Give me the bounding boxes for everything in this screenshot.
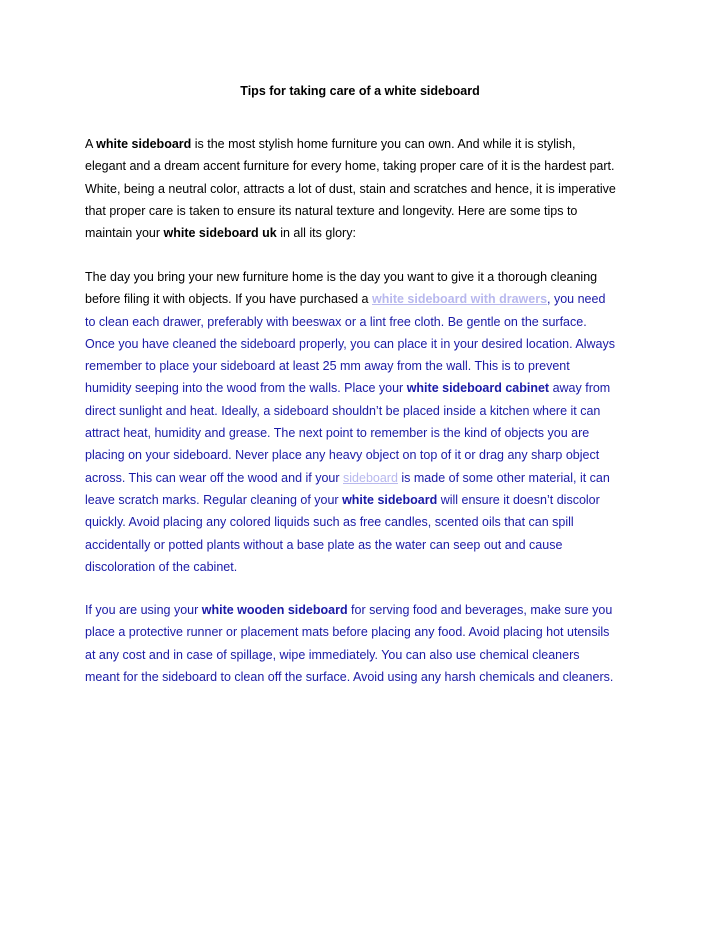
paragraph-line: elegant and a dream accent furniture for every home, taking proper care of it is the hardest part.: [85, 159, 615, 174]
text-run: for serving food and beverages, make sure you: [347, 603, 613, 617]
paragraph-line: place a protective runner or placement mats before placing any food. Avoid placing hot utensils: [85, 625, 610, 640]
link-sideboard[interactable]: sideboard: [343, 470, 398, 485]
paragraph-intro: [85, 133, 645, 244]
paragraph-cleaning: [85, 266, 645, 578]
keyword-white-sideboard: white sideboard: [96, 137, 192, 151]
paragraph-line: [85, 467, 645, 489]
text-run: A: [85, 137, 97, 151]
text-run: in all its glory:: [276, 226, 356, 241]
keyword-white-wooden-sideboard: white wooden sideboard: [201, 603, 348, 617]
paragraph-line: The day you bring your new furniture home is the day you want to give it a thorough cleaning: [85, 270, 598, 284]
text-run: is the most stylish home furniture you can own. And while it is stylish,: [191, 137, 576, 151]
paragraph-line: that proper care is taken to ensure its natural texture and longevity. Here are some tips to: [85, 203, 578, 218]
page-title: Tips for taking care of a white sideboard: [240, 84, 480, 98]
paragraph-line: direct sunlight and heat. Ideally, a sideboard shouldn’t be placed inside a kitchen where it can: [85, 403, 601, 418]
text-run: away from: [549, 381, 611, 396]
paragraph-line: at any cost and in case of spillage, wipe immediately. You can also use chemical cleaners: [85, 647, 580, 662]
text-run: humidity seeping into the wood from the walls. Place your: [85, 381, 407, 396]
keyword-white-sideboard: white sideboard: [342, 492, 438, 507]
link-white-sideboard-with-drawers[interactable]: white sideboard with drawers: [371, 292, 548, 307]
text-run: will ensure it doesn’t discolor: [437, 492, 600, 507]
text-run: If you are using your: [85, 603, 202, 617]
paragraph-line: meant for the sideboard to clean off the surface. Avoid using any harsh chemicals and cleaners.: [85, 669, 614, 684]
text-run: is made of some other material, it can: [397, 470, 610, 485]
paragraph-line: [85, 599, 645, 621]
paragraph-line: remember to place your sideboard at least 25 mm away from the wall. This is to prevent: [85, 359, 570, 374]
paragraph-line: accidentally or potted plants without a base plate as the water can seep out and cause: [85, 537, 563, 552]
paragraph-line: quickly. Avoid placing any colored liquids such as free candles, scented oils that can spill: [85, 515, 574, 530]
paragraph-line: White, being a neutral color, attracts a lot of dust, stain and scratches and hence, it is imperative: [85, 181, 616, 196]
paragraph-line: [85, 489, 645, 511]
paragraph-serving: [85, 599, 645, 688]
keyword-white-sideboard-uk: white sideboard uk: [163, 226, 277, 241]
keyword-white-sideboard-cabinet: white sideboard cabinet: [406, 381, 550, 396]
paragraph-line: [85, 222, 645, 244]
paragraph-line: [85, 133, 645, 155]
paragraph-line: attract heat, humidity and grease. The next point to remember is the kind of objects you are: [85, 426, 590, 441]
paragraph-line: [85, 288, 645, 310]
paragraph-line: Once you have cleaned the sideboard properly, you can place it in your desired location. Always: [85, 336, 615, 351]
paragraph-line: discoloration of the cabinet.: [85, 559, 238, 574]
text-run: leave scratch marks. Regular cleaning of your: [85, 492, 343, 507]
paragraph-line: to clean each drawer, preferably with beeswax or a lint free cloth. Be gentle on the surface.: [85, 314, 587, 329]
text-run: before filing it with objects. If you have purchased a: [85, 292, 372, 307]
text-run: across. This can wear off the wood and if your: [85, 470, 344, 485]
paragraph-line: placing on your sideboard. Never place any heavy object on top of it or drag any sharp object: [85, 448, 600, 463]
text-run: , you need: [547, 292, 606, 307]
paragraph-line: [85, 377, 645, 399]
text-run: maintain your: [85, 226, 164, 241]
